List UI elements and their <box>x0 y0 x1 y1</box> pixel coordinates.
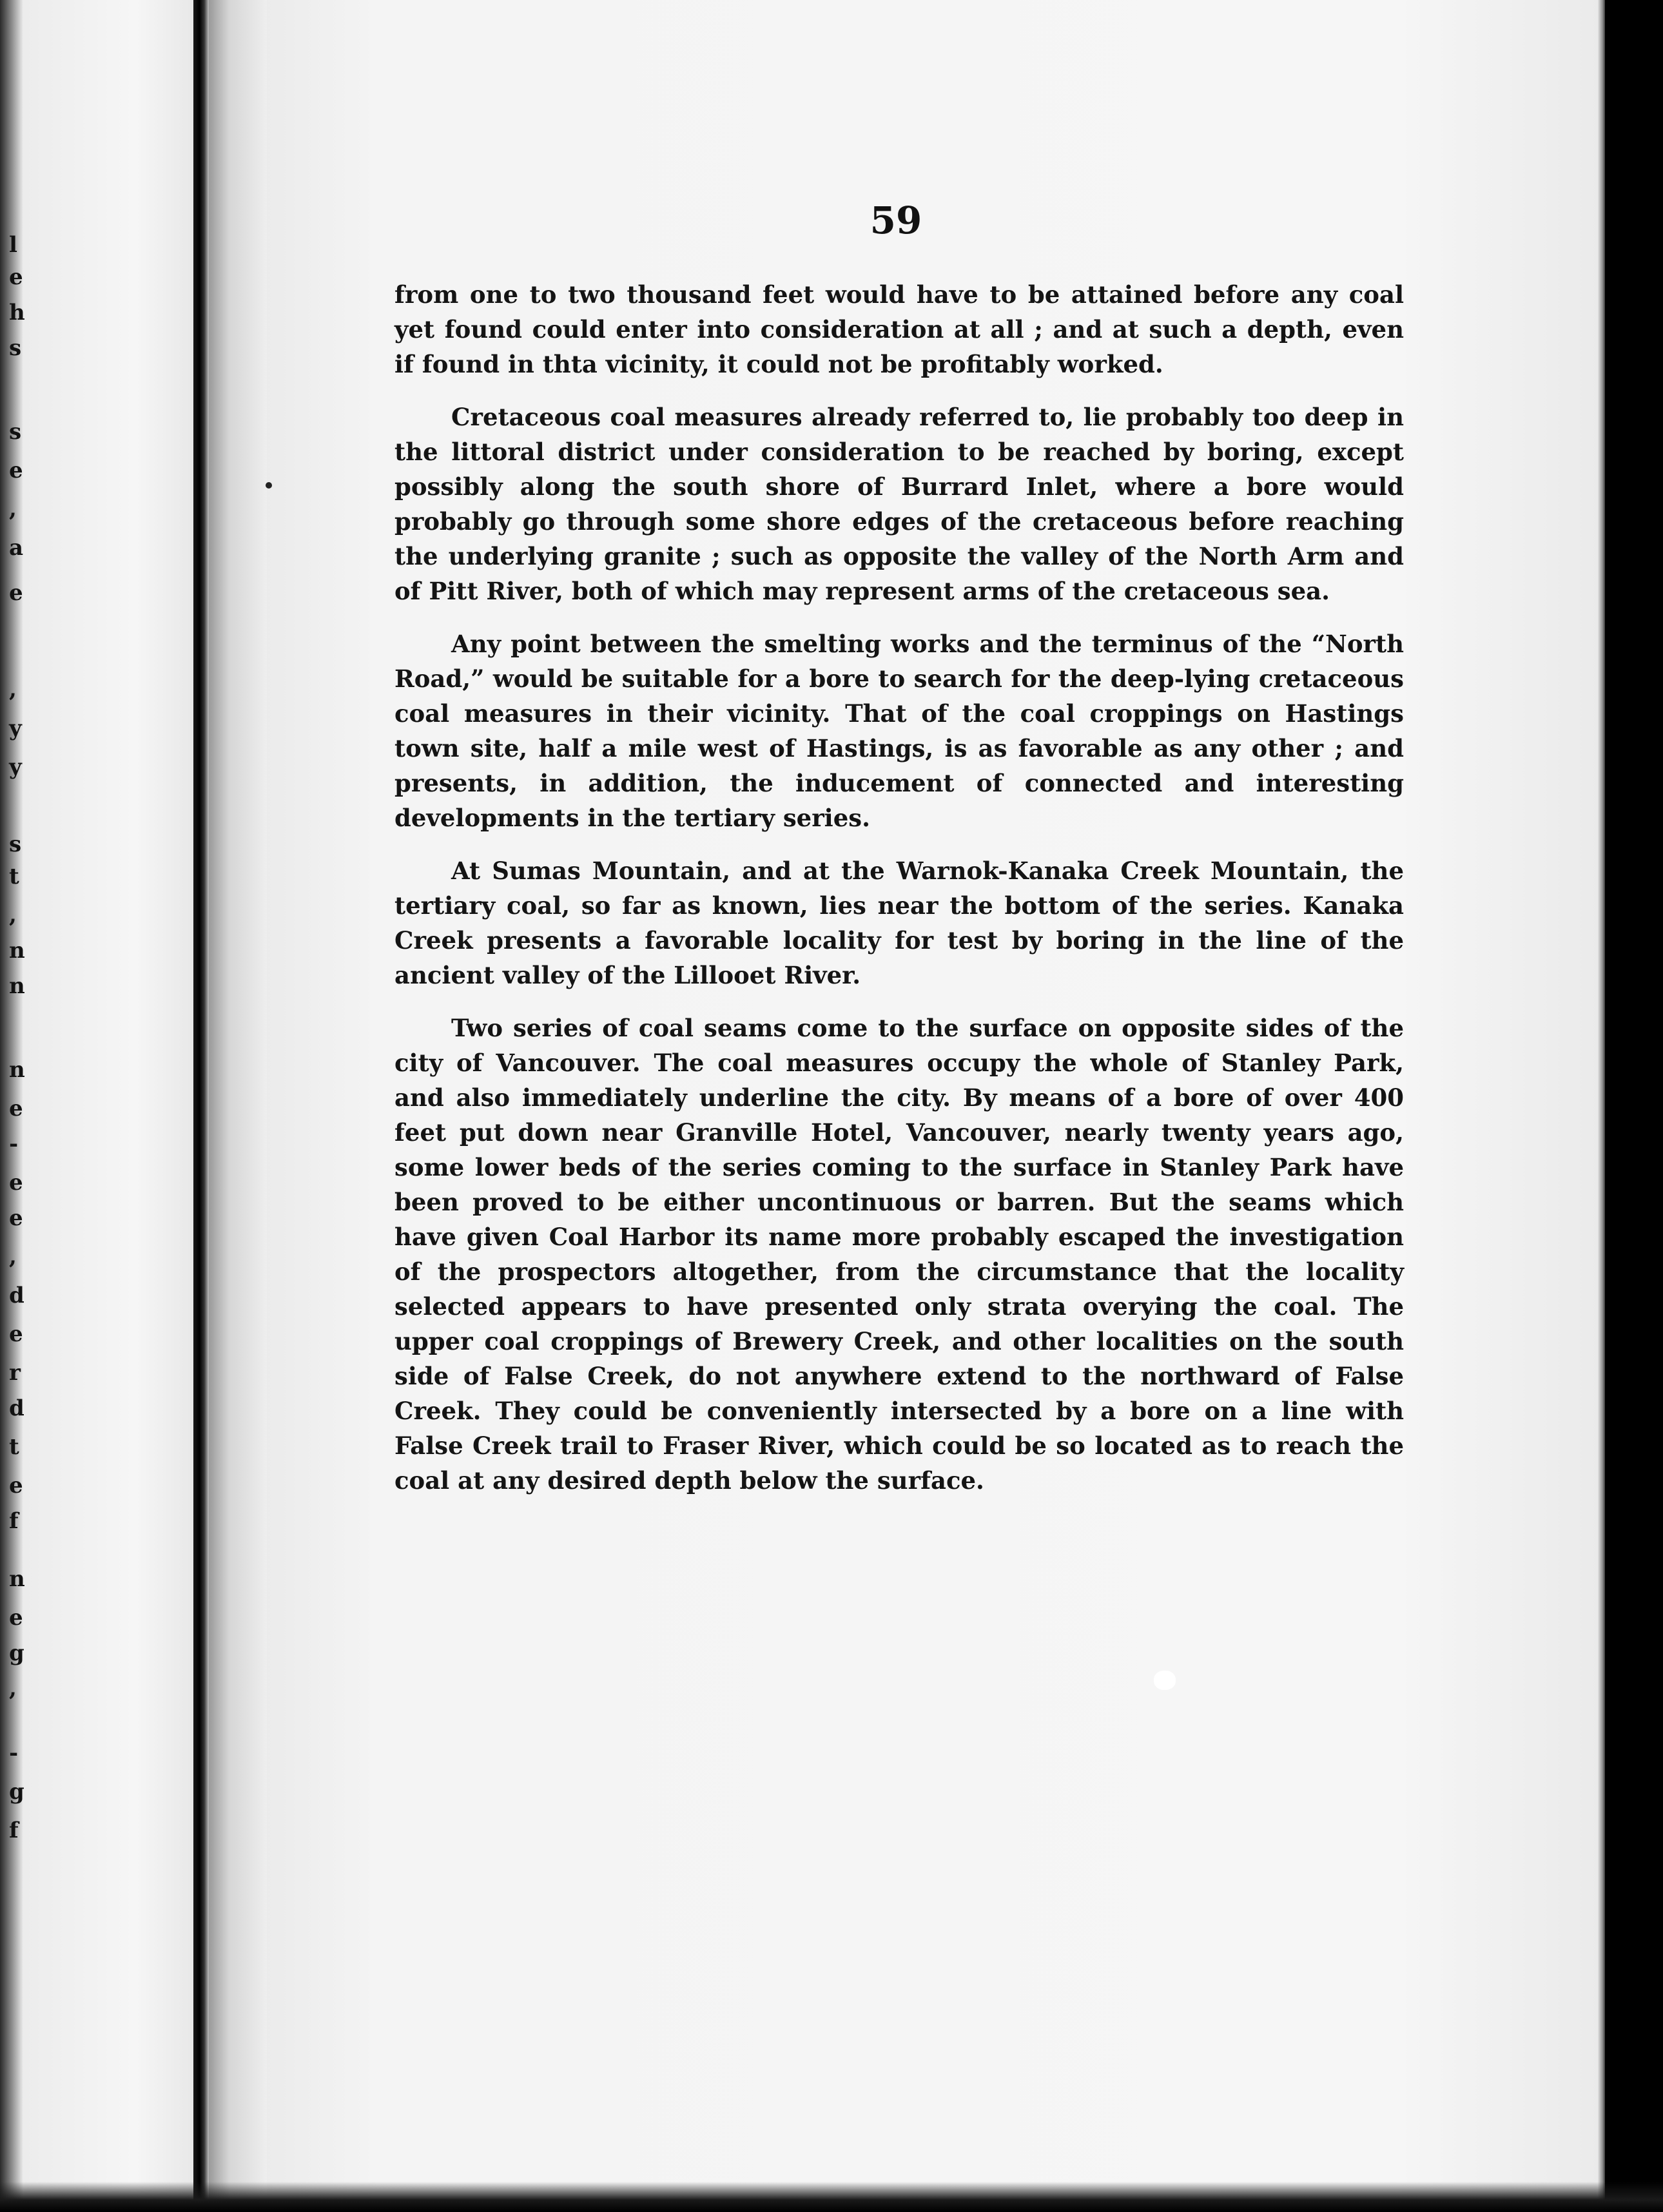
left-edge-letter: t <box>9 1434 19 1460</box>
paragraph-3: Any point between the smelting works and the terminus of the “North Road,” would be suitable for a bore to search for the deep-lying cretaceous coal measures in their vicinity. That of the coal croppings on Hastings town site, half a mile west of Hastings, is as favorable as any other ; and presents, in addition, the inducement of connected and interesting developments in the tertiary series. <box>394 630 1404 832</box>
left-edge-letter: n <box>9 1566 25 1592</box>
left-edge-letter: e <box>9 264 23 290</box>
page-number: 59 <box>870 199 922 242</box>
left-edge-letter: , <box>9 496 17 522</box>
left-edge-letter: e <box>9 1096 23 1121</box>
left-edge-letter: g <box>9 1779 24 1805</box>
left-edge-letter: r <box>9 1360 21 1386</box>
left-edge-letter: f <box>9 1508 19 1534</box>
margin-dot <box>266 482 272 489</box>
left-edge-letter: a <box>9 535 24 561</box>
left-edge-letter: - <box>9 1131 19 1157</box>
gutter-shadow <box>209 0 267 2212</box>
paragraph-2: Cretaceous coal measures already referred to, lie probably too deep in the littoral district under consideration to be reached by boring, except possibly along the south shore of Burrard Inlet, where a bore would probably go through some shore edges of the cretaceous before reaching the underlying granite ; such as opposite the valley of the North Arm and of Pitt River, both of which may represent arms of the cretaceous sea. <box>394 403 1404 605</box>
left-edge-letter: e <box>9 1321 23 1347</box>
left-edge-letter: h <box>9 300 25 325</box>
left-edge-letter: n <box>9 1057 25 1083</box>
left-edge-letter: l <box>9 232 17 258</box>
left-edge-letter: d <box>9 1395 24 1421</box>
left-edge-letter: e <box>9 458 23 483</box>
left-edge-letter: f <box>9 1818 19 1843</box>
left-edge-letter: s <box>9 831 22 857</box>
left-edge-letter: y <box>9 715 22 741</box>
left-page-edge-letters <box>0 0 26 2212</box>
left-edge-letter: t <box>9 864 19 889</box>
left-edge-letter: s <box>9 335 22 361</box>
left-edge-letter: y <box>9 754 22 780</box>
body-text <box>394 277 1404 1516</box>
left-edge-letter: s <box>9 419 22 445</box>
left-edge-letter: e <box>9 1205 23 1231</box>
left-edge-letter: - <box>9 1740 19 1766</box>
left-page <box>0 0 193 2212</box>
left-edge-letter: e <box>9 1170 23 1196</box>
paragraph-4: At Sumas Mountain, and at the Warnok-Kanaka Creek Mountain, the tertiary coal, so far as known, lies near the bottom of the series. Kanaka Creek presents a favorable locality for test by boring in the line of the ancient valley of the Lillooet River. <box>394 857 1404 989</box>
book-spine <box>193 0 209 2212</box>
left-edge-letter: , <box>9 1676 17 1702</box>
left-edge-letter: e <box>9 580 23 606</box>
left-edge-letter: n <box>9 973 25 999</box>
left-edge-letter: n <box>9 938 25 964</box>
left-edge-letter: , <box>9 677 17 703</box>
left-edge-letter: , <box>9 902 17 928</box>
left-edge-letter: d <box>9 1283 24 1308</box>
paper-blemish <box>1154 1671 1176 1690</box>
scan-border-bottom <box>0 2182 1663 2212</box>
paragraph-1: from one to two thousand feet would have to be attained before any coal yet found could enter into consideration at all ; and at such a depth, even if found in thta vicinity, it could not be profitably worked. <box>394 280 1404 378</box>
left-edge-letter: e <box>9 1473 23 1499</box>
left-edge-letter: g <box>9 1640 24 1666</box>
left-edge-letter: e <box>9 1605 23 1631</box>
paragraph-5: Two series of coal seams come to the surface on opposite sides of the city of Vancouver. The coal measures occupy the whole of Stanley Park, and also immediately underline the city. By means of a bore of over 400 feet put down near Granville Hotel, Vancouver, nearly twenty years ago, some lower beds of the series coming to the surface in Stanley Park have been proved to be either uncontinuous or barren. But the seams which have given Coal Harbor its name more probably escaped the investigation of the prospectors altogether, from the circumstance that the locality selected appears to have presented only strata overying the coal. The upper coal croppings of Brewery Creek, and other localities on the south side of False Creek, do not anywhere extend to the northward of False Creek. They could be conveniently intersected by a bore on a line with False Creek trail to Fraser River, which could be so located as to reach the coal at any desired depth below the surface. <box>394 1014 1404 1495</box>
scan-border-right <box>1605 0 1663 2212</box>
left-edge-letter: , <box>9 1244 17 1270</box>
